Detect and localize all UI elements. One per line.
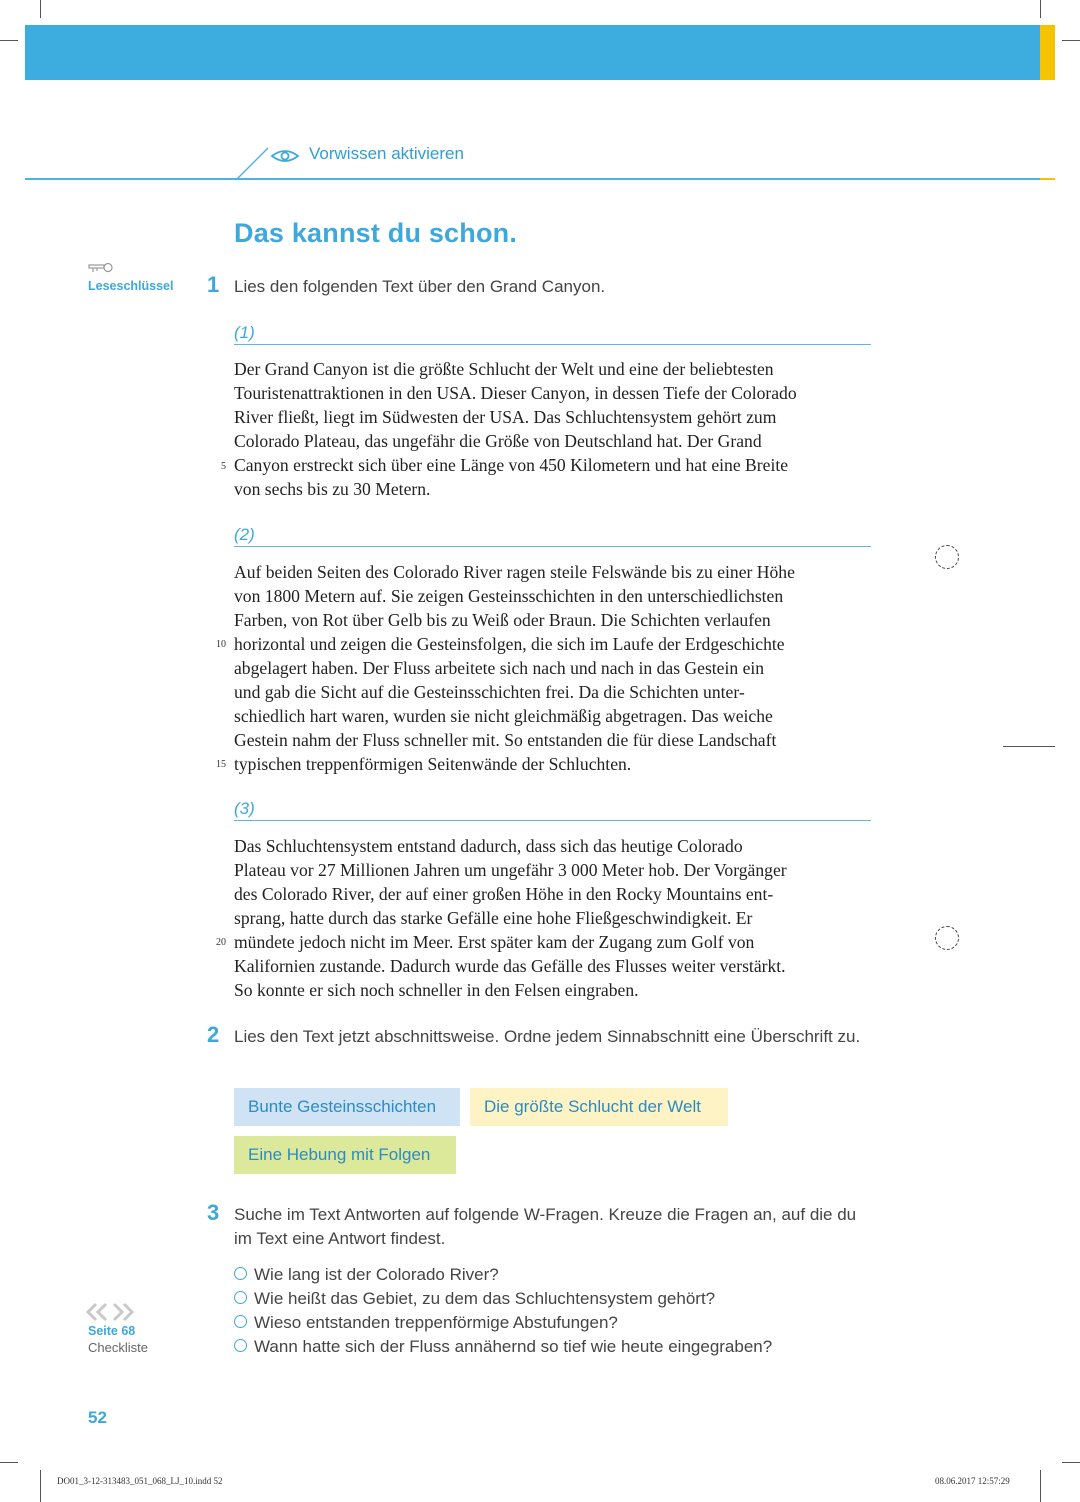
question-item[interactable] bbox=[234, 1263, 499, 1287]
heading-option[interactable]: Die größte Schlucht der Welt bbox=[470, 1088, 728, 1126]
crop-mark bbox=[40, 1470, 41, 1502]
question-text: Wie heißt das Gebiet, zu dem das Schluchtensystem gehört? bbox=[254, 1289, 716, 1308]
task-number-2: 2 bbox=[207, 1022, 220, 1047]
heading-answer-line bbox=[234, 344, 871, 345]
task-1-text: Lies den folgenden Text über den Grand Canyon. bbox=[234, 277, 606, 296]
text-line: von sechs bis zu 30 Metern. bbox=[234, 479, 431, 499]
fold-mark bbox=[1003, 746, 1055, 747]
line-number: 10 bbox=[216, 639, 226, 650]
paragraph-label-1: (1) bbox=[234, 323, 255, 342]
text-line: sprang, hatte durch das starke Gefälle eine hohe Fließgeschwindigkeit. Er bbox=[234, 908, 753, 928]
section-divider-accent bbox=[1040, 178, 1055, 180]
reference-page[interactable]: Seite 68 bbox=[88, 1324, 136, 1338]
text-line: schiedlich hart waren, wurden sie nicht gleichmäßig abgetragen. Das weiche bbox=[234, 706, 773, 726]
crop-mark bbox=[40, 0, 41, 18]
text-line: Kalifornien zustande. Dadurch wurde das Gefälle des Flusses weiter verstärkt. bbox=[234, 956, 786, 976]
line-number: 20 bbox=[216, 937, 226, 948]
text-line: River fließt, liegt im Südwesten der USA. Das Schluchtensystem gehört zum bbox=[234, 407, 777, 427]
paragraph-label-3: (3) bbox=[234, 799, 255, 818]
section-slash bbox=[232, 144, 272, 182]
crop-mark bbox=[1062, 1462, 1080, 1463]
top-banner-accent bbox=[1040, 25, 1055, 80]
checkbox-circle[interactable] bbox=[234, 1267, 247, 1280]
text-line: So konnte er sich noch schneller in den Felsen eingraben. bbox=[234, 980, 639, 1000]
heading-answer-line bbox=[234, 820, 871, 821]
task-number-3: 3 bbox=[207, 1200, 220, 1225]
text-line: von 1800 Metern auf. Sie zeigen Gesteinsschichten in den unterschiedlichsten bbox=[234, 586, 784, 606]
task-number-1: 1 bbox=[207, 272, 220, 297]
punch-hole-marker bbox=[935, 545, 959, 569]
punch-hole-marker bbox=[935, 926, 959, 950]
text-line: Touristenattraktionen in den USA. Dieser Canyon, in dessen Tiefe der Colorado bbox=[234, 383, 797, 403]
reference-label: Checkliste bbox=[88, 1340, 148, 1355]
paragraph-label-2: (2) bbox=[234, 525, 255, 544]
question-text: Wann hatte sich der Fluss annähernd so tief wie heute eingegraben? bbox=[254, 1337, 773, 1356]
crop-mark bbox=[1040, 0, 1041, 18]
line-number: 15 bbox=[216, 759, 226, 770]
line-number: 5 bbox=[221, 461, 226, 472]
question-item[interactable] bbox=[234, 1287, 715, 1311]
text-line: Der Grand Canyon ist die größte Schlucht der Welt und eine der beliebtesten bbox=[234, 359, 774, 379]
text-line: horizontal und zeigen die Gesteinsfolgen, die sich im Laufe der Erdgeschichte bbox=[234, 634, 785, 654]
crop-mark bbox=[0, 40, 18, 41]
text-line: typischen treppenförmigen Seitenwände der Schluchten. bbox=[234, 754, 632, 774]
text-line: abgelagert haben. Der Fluss arbeitete sich nach und nach in das Gestein ein bbox=[234, 658, 765, 678]
question-text: Wieso entstanden treppenförmige Abstufungen? bbox=[254, 1313, 618, 1332]
heading-option[interactable]: Eine Hebung mit Folgen bbox=[234, 1136, 456, 1174]
text-line: Plateau vor 27 Millionen Jahren um ungefähr 3 000 Meter hob. Der Vorgänger bbox=[234, 860, 787, 880]
heading-option[interactable]: Bunte Gesteinsschichten bbox=[234, 1088, 460, 1126]
paragraph-3 bbox=[234, 834, 874, 1002]
text-line: des Colorado River, der auf einer großen Höhe in den Rocky Mountains ent- bbox=[234, 884, 774, 904]
text-line: mündete jedoch nicht im Meer. Erst später kam der Zugang zum Golf von bbox=[234, 932, 755, 952]
sidebar-label: Leseschlüssel bbox=[88, 279, 174, 293]
text-line: Das Schluchtensystem entstand dadurch, dass sich das heutige Colorado bbox=[234, 836, 743, 856]
question-item[interactable] bbox=[234, 1311, 618, 1335]
text-line: Colorado Plateau, das ungefähr die Größe von Deutschland hat. Der Grand bbox=[234, 431, 762, 451]
crop-mark bbox=[1040, 1470, 1041, 1502]
crop-mark bbox=[0, 1462, 18, 1463]
text-line: Auf beiden Seiten des Colorado River ragen steile Felswände bis zu einer Höhe bbox=[234, 562, 795, 582]
heading-answer-line bbox=[234, 546, 871, 547]
checkbox-circle[interactable] bbox=[234, 1315, 247, 1328]
key-icon bbox=[88, 262, 114, 274]
top-banner bbox=[25, 25, 1040, 80]
text-line: Gestein nahm der Fluss schneller mit. So entstanden die für diese Landschaft bbox=[234, 730, 777, 750]
double-chevron-icon bbox=[86, 1302, 134, 1322]
page-number: 52 bbox=[88, 1408, 107, 1427]
checkbox-circle[interactable] bbox=[234, 1291, 247, 1304]
text-line: Farben, von Rot über Gelb bis zu Weiß oder Braun. Die Schichten verlaufen bbox=[234, 610, 771, 630]
task-2-text: Lies den Text jetzt abschnittsweise. Ordne jedem Sinnabschnitt eine Überschrift zu. bbox=[234, 1027, 861, 1046]
text-line: Canyon erstreckt sich über eine Länge von 450 Kilometern und hat eine Breite bbox=[234, 455, 789, 475]
task-3-text: Suche im Text Antworten auf folgende W-Fragen. Kreuze die Fragen an, auf die du im Text eine Antwort findest. bbox=[234, 1205, 857, 1248]
footer-timestamp: 08.06.2017 12:57:29 bbox=[935, 1476, 1010, 1486]
text-line: und gab die Sicht auf die Gesteinsschichten frei. Da die Schichten unter- bbox=[234, 682, 745, 702]
section-title: Vorwissen aktivieren bbox=[309, 144, 464, 163]
crop-mark bbox=[1062, 40, 1080, 41]
paragraph-1 bbox=[234, 357, 874, 501]
footer-filename: DO01_3-12-313483_051_068_LJ_10.indd 52 bbox=[57, 1476, 223, 1486]
page-title: Das kannst du schon. bbox=[234, 218, 518, 248]
paragraph-2 bbox=[234, 560, 874, 776]
question-text: Wie lang ist der Colorado River? bbox=[254, 1265, 499, 1284]
question-item[interactable] bbox=[234, 1335, 772, 1359]
eye-icon bbox=[270, 147, 300, 165]
section-divider bbox=[25, 178, 1040, 180]
checkbox-circle[interactable] bbox=[234, 1339, 247, 1352]
